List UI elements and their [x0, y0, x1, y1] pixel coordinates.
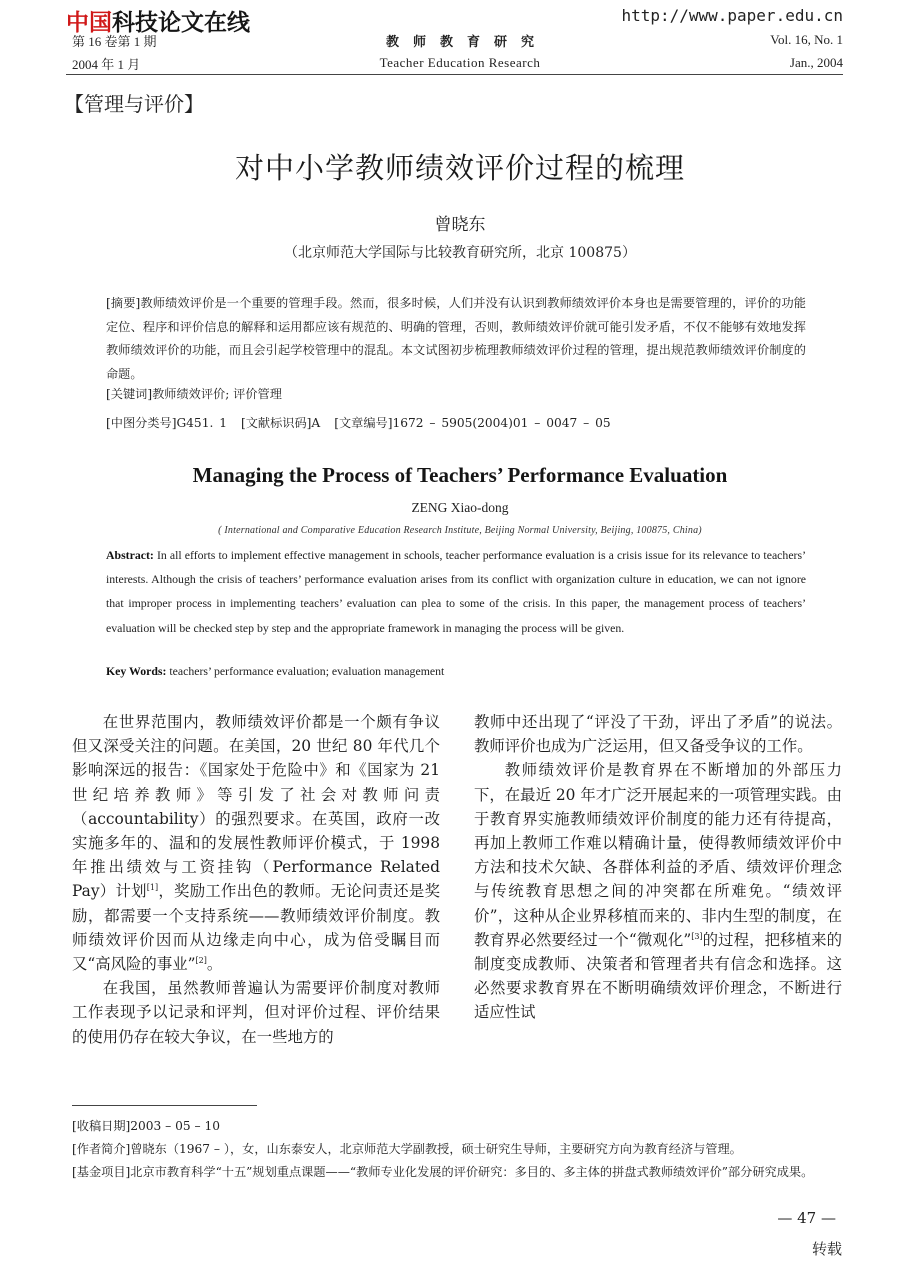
body-column-left — [72, 710, 440, 1049]
author-en: ZENG Xiao-dong — [411, 500, 509, 515]
title-en: Managing the Process of Teachers’ Performance Evaluation — [192, 463, 728, 487]
keywords-en-text: teachers’ performance evaluation; evaluation management — [166, 664, 445, 678]
keywords-en-label: Key Words: — [106, 664, 167, 678]
clc-number: [中图分类号]G451. 1 — [106, 416, 227, 430]
body-paragraph: 在我国，虽然教师普遍认为需要评价制度对教师工作表现予以记录和评判，但对评价过程、评价结果的使用仍存在较大争议，在一些地方的 — [72, 979, 440, 1046]
title-cn: 对中小学教师绩效评价过程的梳理 — [234, 151, 685, 185]
body-paragraph: 教师绩效评价是教育界在不断增加的外部压力下，在最近 20 年才广泛开展起来的一项管理实践。由于教育界实施教师绩效评价制度的能力还有待提高，再加上教师工作难以精确计量，使得教师绩效评价中方法和技术欠缺、各群体利益的矛盾、绩效评价理念与传统教育思想之间的冲突都在所难免。“绩效评价”，这种从企业界移植而来的、非内生型的制度，在教育界必然要经过一个“微观化”[3]的过程，把移植来的制度变成教师、决策者和管理者共有信念和选择。这必然要求教育界在不断明确绩效评价理念，不断进行适应性试 — [474, 761, 842, 1022]
body-paragraph: 教师中还出现了“评没了干劲，评出了矛盾”的说法。教师评价也成为广泛运用，但又备受争议的工作。 — [474, 713, 842, 756]
classification-line — [106, 414, 625, 431]
citation-ref[interactable]: [3] — [691, 931, 703, 941]
footnote-funding: [基金项目]北京市教育科学“十五”规划重点课题——“教师专业化发展的评价研究：多目的、多主体的拼盘式教师绩效评价”部分研究成果。 — [72, 1165, 814, 1179]
body-paragraph: 在世界范围内，教师绩效评价都是一个颇有争议但又深受关注的问题。在美国，20 世纪 80 年代几个影响深远的报告：《国家处于危险中》和《国家为 21 世纪培养教师》等引发了社会对教师问责（accountability）的强烈要求。在英国，政府一改实施多年的、温和的发展性教师评价模式，于 1998 年推出绩效与工资挂钩（Performance Related Pay）计划[1]，奖励工作出色的教师。无论问责还是奖励，都需要一个支持系统——教师绩效评价制度。教师绩效评价因而从边缘走向中心，成为倍受瞩目而又“高风险的事业”[2]。 — [72, 713, 440, 974]
footnote-divider — [72, 1105, 257, 1106]
journal-name-en: Teacher Education Research — [379, 55, 541, 70]
abstract-en — [106, 543, 806, 640]
affiliation-cn: （北京师范大学国际与比较教育研究所，北京 100875） — [284, 245, 636, 261]
date-cn: 2004 年 1 月 — [72, 57, 141, 72]
site-url[interactable]: http://www.paper.edu.cn — [621, 6, 843, 25]
page-number: — 47 — — [777, 1209, 836, 1227]
abstract-en-text: In all efforts to implement effective management in schools, teacher performance evaluation is a crisis issue for its relevance to teachers’ interests. Although the crisis of teachers’ performance evaluation arises from its conflict with organization culture in education, we can not ignore that improper process in implementing teachers’ evaluation can plea to some of the crisis. In this paper, the management process of teachers’ evaluation will be checked step by step and the appropriate framework in managing the process will be given. — [106, 548, 806, 635]
citation-ref[interactable]: [2] — [195, 955, 207, 965]
document-code: [文献标识码]A — [240, 416, 321, 430]
affiliation-en: ( International and Comparative Education Research Institute, Beijing Normal University, Beijing, 100875, China) — [218, 525, 702, 536]
keywords-en — [106, 664, 444, 679]
body-column-right — [474, 710, 842, 1025]
footnote-author-bio: [作者简介]曾晓东（1967 – ），女，山东泰安人，北京师范大学副教授，硕士研究生导师，主要研究方向为教育经济与管理。 — [72, 1142, 742, 1156]
footnote-received-date: [收稿日期]2003 – 05 – 10 — [72, 1119, 220, 1133]
site-logo: 中国科技论文在线 — [66, 10, 250, 36]
citation-ref[interactable]: [1] — [146, 883, 159, 893]
section-tag: 【管理与评价】 — [64, 92, 204, 116]
abstract-cn — [106, 292, 806, 386]
abstract-en-label: Abstract: — [106, 548, 154, 562]
keywords-cn: [关键词]教师绩效评价; 评价管理 — [106, 387, 282, 401]
volume-issue-en: Vol. 16, No. 1 — [770, 32, 843, 47]
journal-name-cn: 教师教育研究 — [385, 34, 548, 49]
date-en: Jan., 2004 — [789, 55, 843, 70]
abstract-cn-text: [摘要]教师绩效评价是一个重要的管理手段。然而，很多时候，人们并没有认识到教师绩效评价本身也是需要管理的，评价的功能定位、程序和评价信息的解释和运用都应该有规范的、明确的管理，否则，教师绩效评价就可能引发矛盾，不仅不能够有效地发挥教师绩效评价的功能，而且会引起学校管理中的混乱。本文试图初步梳理教师绩效评价过程的管理，提出规范教师绩效评价制度的命题。 — [106, 296, 806, 381]
continued-label: 转载 — [811, 1240, 842, 1258]
header-divider — [66, 74, 843, 75]
article-number: [文章编号]1672 – 5905(2004)01 – 0047 – 05 — [334, 416, 611, 430]
volume-issue-cn: 第 16 卷第 1 期 — [72, 34, 157, 49]
author-cn: 曾晓东 — [434, 215, 486, 235]
